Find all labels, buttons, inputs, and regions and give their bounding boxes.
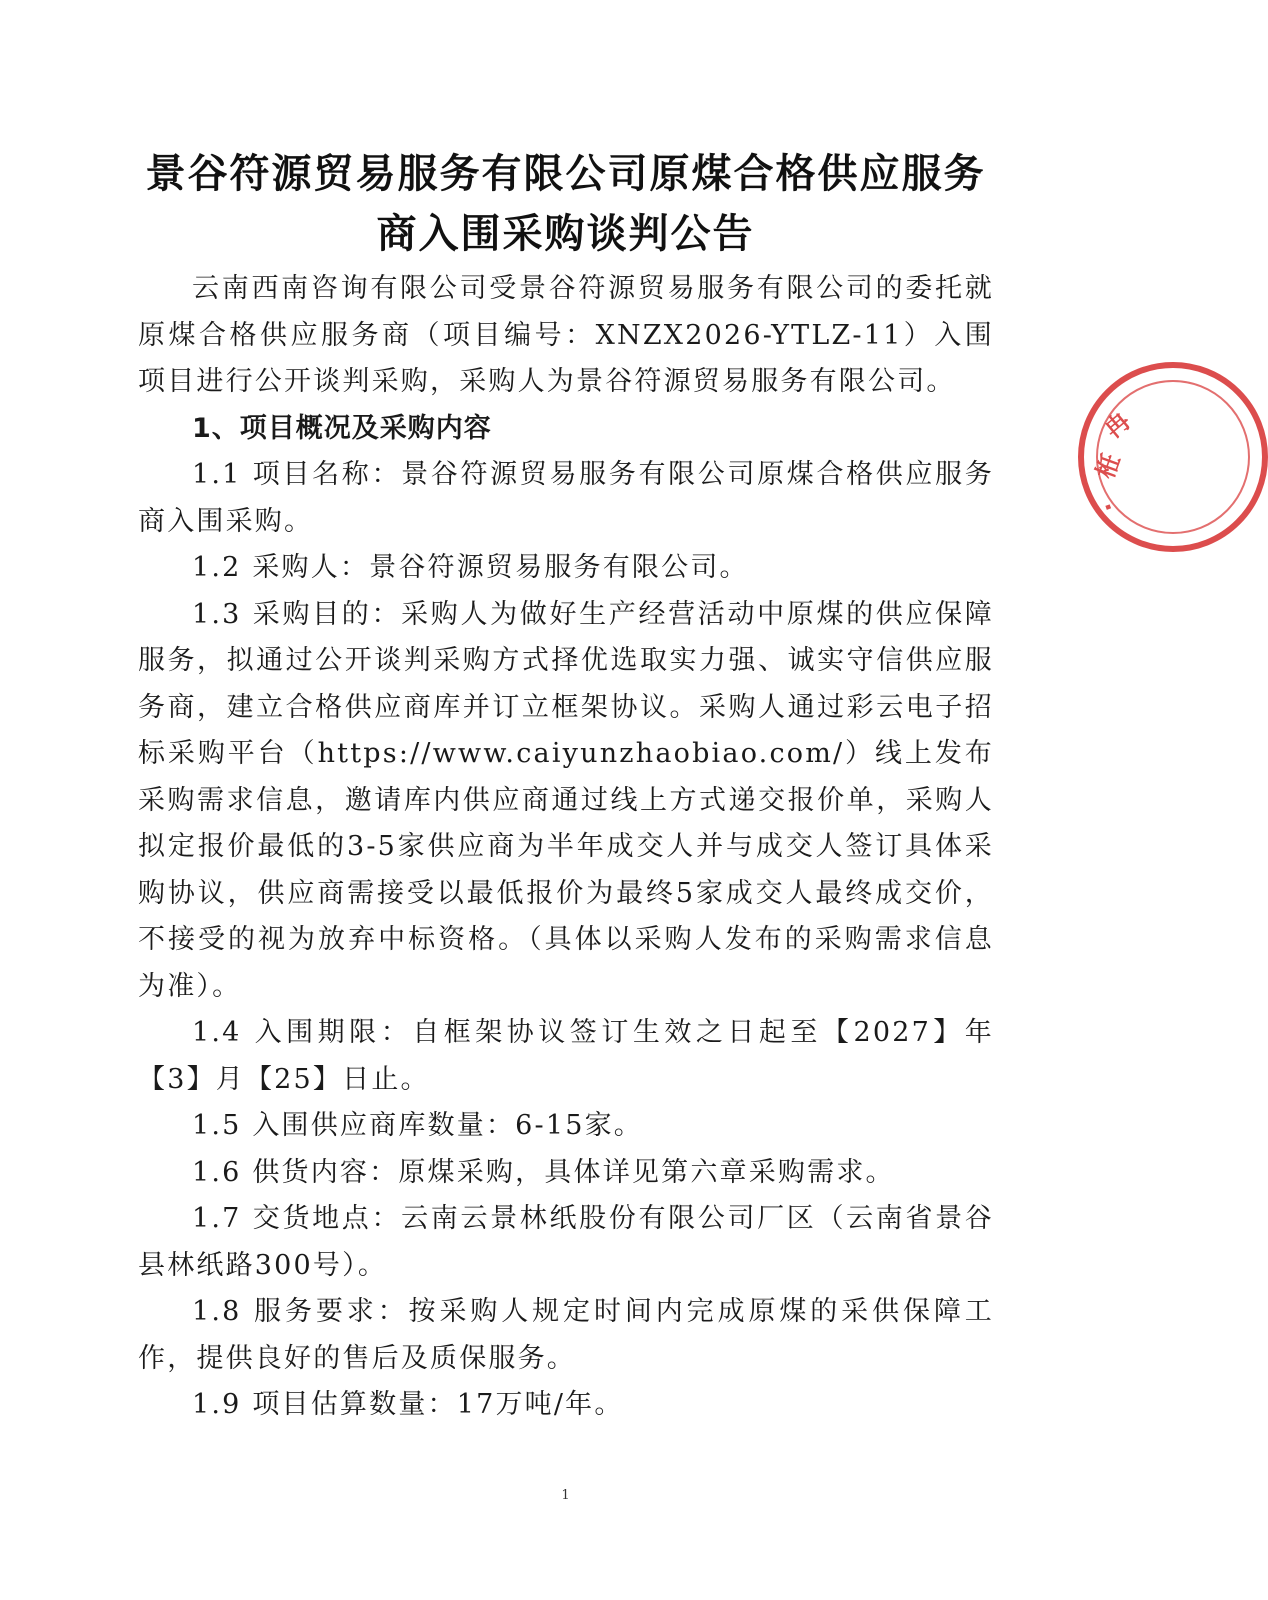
intro-paragraph: 云南西南咨询有限公司受景谷符源贸易服务有限公司的委托就原煤合格供应服务商（项目编号：XNZX2026-YTLZ-11）入围项目进行公开谈判采购，采购人为景谷符源贸易服务有限公司。 [138, 273, 994, 397]
paragraph-1-5-supplier-count: 1.5 入围供应商库数量：6-15家。 [192, 1110, 643, 1141]
seal-char: 冉 [1099, 406, 1136, 444]
paragraph-1-9-estimated-quantity: 1.9 项目估算数量：17万吨/年。 [192, 1389, 624, 1420]
document-title-line-1: 景谷符源贸易服务有限公司原煤合格供应服务 [145, 151, 986, 197]
section-heading-project-overview: 1、项目概况及采购内容 [192, 412, 492, 444]
paragraph-1-1-project-name: 1.1 项目名称：景谷符源贸易服务有限公司原煤合格供应服务商入围采购。 [138, 459, 994, 537]
paragraph-1-2-purchaser: 1.2 采购人：景谷符源贸易服务有限公司。 [192, 552, 749, 583]
paragraph-1-8-service-requirements: 1.8 服务要求：按采购人规定时间内完成原煤的采供保障工作，提供良好的售后及质保服务。 [138, 1296, 994, 1374]
seal-char: · [1093, 497, 1124, 517]
red-seal-stamp [1078, 362, 1268, 552]
document-body [138, 266, 994, 1429]
seal-char: 栣 [1091, 450, 1126, 483]
page-number: 1 [561, 1488, 570, 1503]
paragraph-1-6-supply-content: 1.6 供货内容：原煤采购，具体详见第六章采购需求。 [192, 1156, 895, 1188]
paragraph-1-7-delivery-location: 1.7 交货地点：云南云景林纸股份有限公司厂区（云南省景谷县林纸路300号）。 [138, 1203, 994, 1281]
paragraph-1-3-purpose: 1.3 采购目的：采购人为做好生产经营活动中原煤的供应保障服务，拟通过公开谈判采购方式择优选取实力强、诚实守信供应服务商，建立合格供应商库并订立框架协议。采购人通过彩云电子招标采购平台（https://www.caiyunzhaobiao.com/）线上发布采购需求信息，邀请库内供应商通过线上方式递交报价单，采购人拟定报价最低的3-5家供应商为半年成交人并与成交人签订具体采购协议，供应商需接受以最低报价为最终5家成交人最终成交价，不接受的视为放弃中标资格。（具体以采购人发布的采购需求信息为准）。 [138, 598, 994, 1002]
paragraph-1-4-period: 1.4 入围期限：自框架协议签订生效之日起至【2027】年【3】月【25】日止。 [138, 1017, 994, 1095]
document-title-line-2: 商入围采购谈判公告 [376, 211, 755, 257]
